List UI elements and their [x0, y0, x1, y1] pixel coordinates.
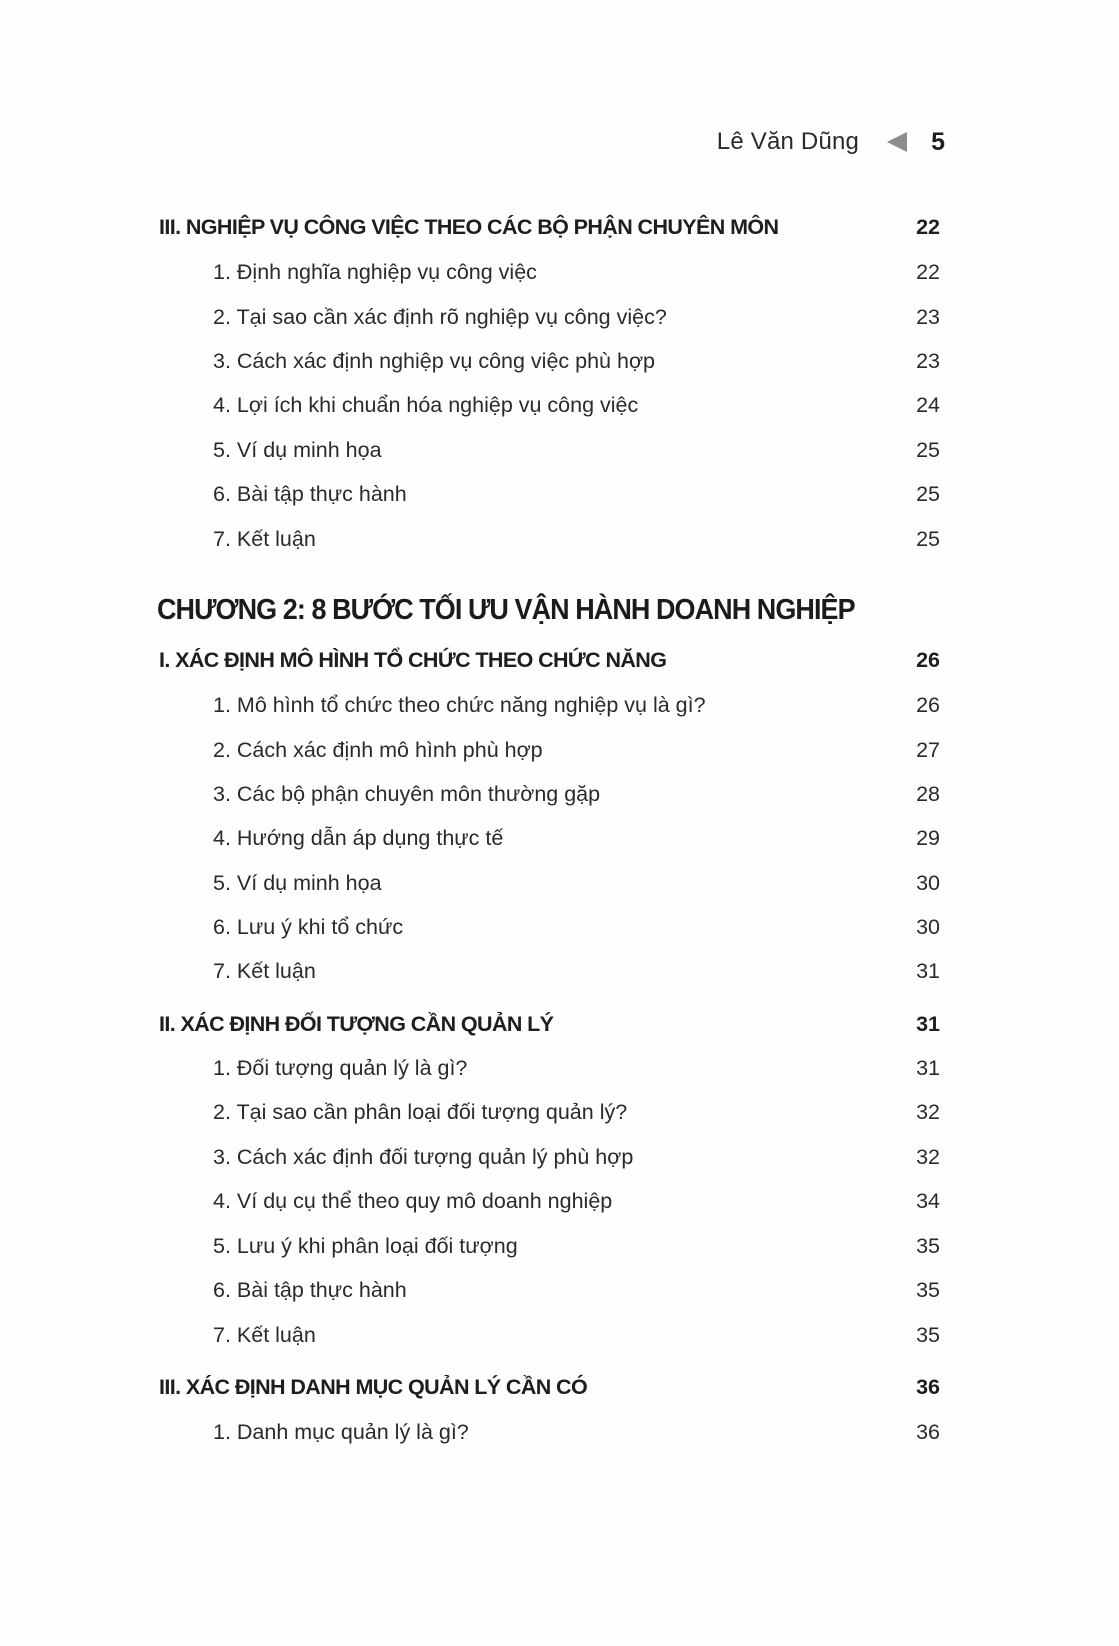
- toc-page-number: 31: [916, 1012, 940, 1036]
- toc-page-number: 31: [916, 959, 940, 983]
- toc-item[interactable]: [213, 438, 940, 468]
- triangle-left-icon: [887, 132, 907, 152]
- dot-leader: [539, 278, 914, 279]
- toc-item[interactable]: [213, 260, 940, 290]
- toc-item-title: 2. Tại sao cần xác định rõ nghiệp vụ công việc?: [213, 305, 667, 329]
- dot-leader: [559, 1030, 906, 1031]
- toc-item-title: 4. Lợi ích khi chuẩn hóa nghiệp vụ công việc: [213, 393, 639, 417]
- dot-leader: [784, 233, 906, 234]
- toc-page-number: 25: [916, 527, 940, 551]
- toc-item-title: 2. Tại sao cần phân loại đối tượng quản lý?: [213, 1100, 628, 1124]
- toc-item-title: 2. Cách xác định mô hình phù hợp: [213, 738, 543, 762]
- toc-page-number: 23: [916, 349, 940, 373]
- toc-item-title: 7. Kết luận: [213, 1323, 316, 1347]
- toc-item[interactable]: [213, 1420, 940, 1450]
- dot-leader: [318, 977, 914, 978]
- toc-page-number: 26: [916, 693, 940, 717]
- toc-section-title: III. NGHIỆP VỤ CÔNG VIỆC THEO CÁC BỘ PHẬN CHUYÊN MÔN: [159, 215, 779, 239]
- toc-item-title: 3. Các bộ phận chuyên môn thường gặp: [213, 782, 601, 806]
- toc-page-number: 35: [916, 1234, 940, 1258]
- dot-leader: [384, 456, 915, 457]
- toc-item-title: 5. Ví dụ minh họa: [213, 438, 382, 462]
- dot-leader: [614, 1207, 914, 1208]
- toc-item[interactable]: [213, 482, 940, 512]
- toc-item-title: 1. Đối tượng quản lý là gì?: [213, 1056, 468, 1080]
- toc-page-number: 23: [916, 305, 940, 329]
- toc-section-heading[interactable]: [159, 648, 940, 678]
- toc-item-title: 3. Cách xác định đối tượng quản lý phù hợp: [213, 1145, 634, 1169]
- toc-page-number: 29: [916, 826, 940, 850]
- toc-item-title: 6. Lưu ý khi tổ chức: [213, 915, 404, 939]
- toc-section-title: II. XÁC ĐỊNH ĐỐI TƯỢNG CẦN QUẢN LÝ: [159, 1012, 554, 1036]
- dot-leader: [405, 933, 914, 934]
- toc-page-number: 26: [916, 648, 940, 672]
- toc-item-title: 7. Kết luận: [213, 527, 316, 551]
- toc-item-title: 7. Kết luận: [213, 959, 316, 983]
- toc-item[interactable]: [213, 349, 940, 379]
- toc-page-number: 25: [916, 482, 940, 506]
- toc-item-title: 3. Cách xác định nghiệp vụ công việc phù hợp: [213, 349, 655, 373]
- page-number: 5: [931, 127, 945, 156]
- toc-item[interactable]: [213, 1278, 940, 1308]
- dot-leader: [384, 889, 915, 890]
- running-header: [717, 124, 945, 160]
- toc-page-number: 34: [916, 1189, 940, 1213]
- toc-page-number: 31: [916, 1056, 940, 1080]
- toc-section-heading[interactable]: [159, 215, 940, 245]
- toc-item-title: 5. Ví dụ minh họa: [213, 871, 382, 895]
- chapter-title[interactable]: CHƯƠNG 2: 8 BƯỚC TỐI ƯU VẬN HÀNH DOANH NGHIỆP: [157, 594, 855, 626]
- toc-section-heading[interactable]: [159, 1012, 940, 1042]
- dot-leader: [593, 1393, 906, 1394]
- toc-item[interactable]: [213, 393, 940, 423]
- dot-leader: [669, 323, 914, 324]
- toc-page-number: 22: [916, 215, 940, 239]
- toc-page-number: 32: [916, 1145, 940, 1169]
- toc-page-number: 36: [916, 1375, 940, 1399]
- toc-page-number: 32: [916, 1100, 940, 1124]
- author-name: Lê Văn Dũng: [716, 128, 860, 155]
- toc-section-title: I. XÁC ĐỊNH MÔ HÌNH TỔ CHỨC THEO CHỨC NĂNG: [159, 648, 667, 672]
- toc-page-number: 35: [916, 1278, 940, 1302]
- toc-item-title: 4. Ví dụ cụ thể theo quy mô doanh nghiệp: [213, 1189, 613, 1213]
- toc-page-number: 22: [916, 260, 940, 284]
- dot-leader: [471, 1438, 914, 1439]
- toc-item[interactable]: [213, 1189, 940, 1219]
- dot-leader: [409, 1296, 914, 1297]
- toc-item[interactable]: [213, 1056, 940, 1086]
- toc-item-title: 4. Hướng dẫn áp dụng thực tế: [213, 826, 504, 850]
- dot-leader: [318, 1341, 914, 1342]
- toc-page-number: 30: [916, 915, 940, 939]
- dot-leader: [505, 844, 914, 845]
- toc-item-title: 5. Lưu ý khi phân loại đối tượng: [213, 1234, 518, 1258]
- toc-item[interactable]: [213, 959, 940, 989]
- dot-leader: [409, 500, 914, 501]
- dot-leader: [629, 1118, 914, 1119]
- toc-item-title: 1. Định nghĩa nghiệp vụ công việc: [213, 260, 537, 284]
- toc-page-number: 36: [916, 1420, 940, 1444]
- toc-item[interactable]: [213, 1145, 940, 1175]
- toc-item[interactable]: [213, 1234, 940, 1264]
- toc-page-number: 28: [916, 782, 940, 806]
- toc-item-title: 1. Mô hình tổ chức theo chức năng nghiệp vụ là gì?: [213, 693, 706, 717]
- toc-page-number: 24: [916, 393, 940, 417]
- dot-leader: [545, 756, 914, 757]
- dot-leader: [672, 666, 906, 667]
- toc-item[interactable]: [213, 527, 940, 557]
- toc-item[interactable]: [213, 305, 940, 335]
- dot-leader: [657, 367, 914, 368]
- toc-item[interactable]: [213, 782, 940, 812]
- toc-item-title: 6. Bài tập thực hành: [213, 482, 407, 506]
- toc-item[interactable]: [213, 693, 940, 723]
- toc-item[interactable]: [213, 1100, 940, 1130]
- toc-page-number: 30: [916, 871, 940, 895]
- toc-item[interactable]: [213, 1323, 940, 1353]
- toc-item[interactable]: [213, 826, 940, 856]
- toc-item-title: 1. Danh mục quản lý là gì?: [213, 1420, 469, 1444]
- dot-leader: [602, 800, 914, 801]
- toc-item[interactable]: [213, 738, 940, 768]
- toc-item[interactable]: [213, 871, 940, 901]
- dot-leader: [635, 1163, 914, 1164]
- toc-page-number: 35: [916, 1323, 940, 1347]
- dot-leader: [708, 711, 915, 712]
- toc-item[interactable]: [213, 915, 940, 945]
- toc-section-heading[interactable]: [159, 1375, 940, 1405]
- toc-page-number: 27: [916, 738, 940, 762]
- toc-item-title: 6. Bài tập thực hành: [213, 1278, 407, 1302]
- dot-leader: [520, 1252, 914, 1253]
- dot-leader: [640, 411, 914, 412]
- toc-section-title: III. XÁC ĐỊNH DANH MỤC QUẢN LÝ CẦN CÓ: [159, 1375, 588, 1399]
- dot-leader: [318, 545, 914, 546]
- toc-page-number: 25: [916, 438, 940, 462]
- dot-leader: [469, 1074, 914, 1075]
